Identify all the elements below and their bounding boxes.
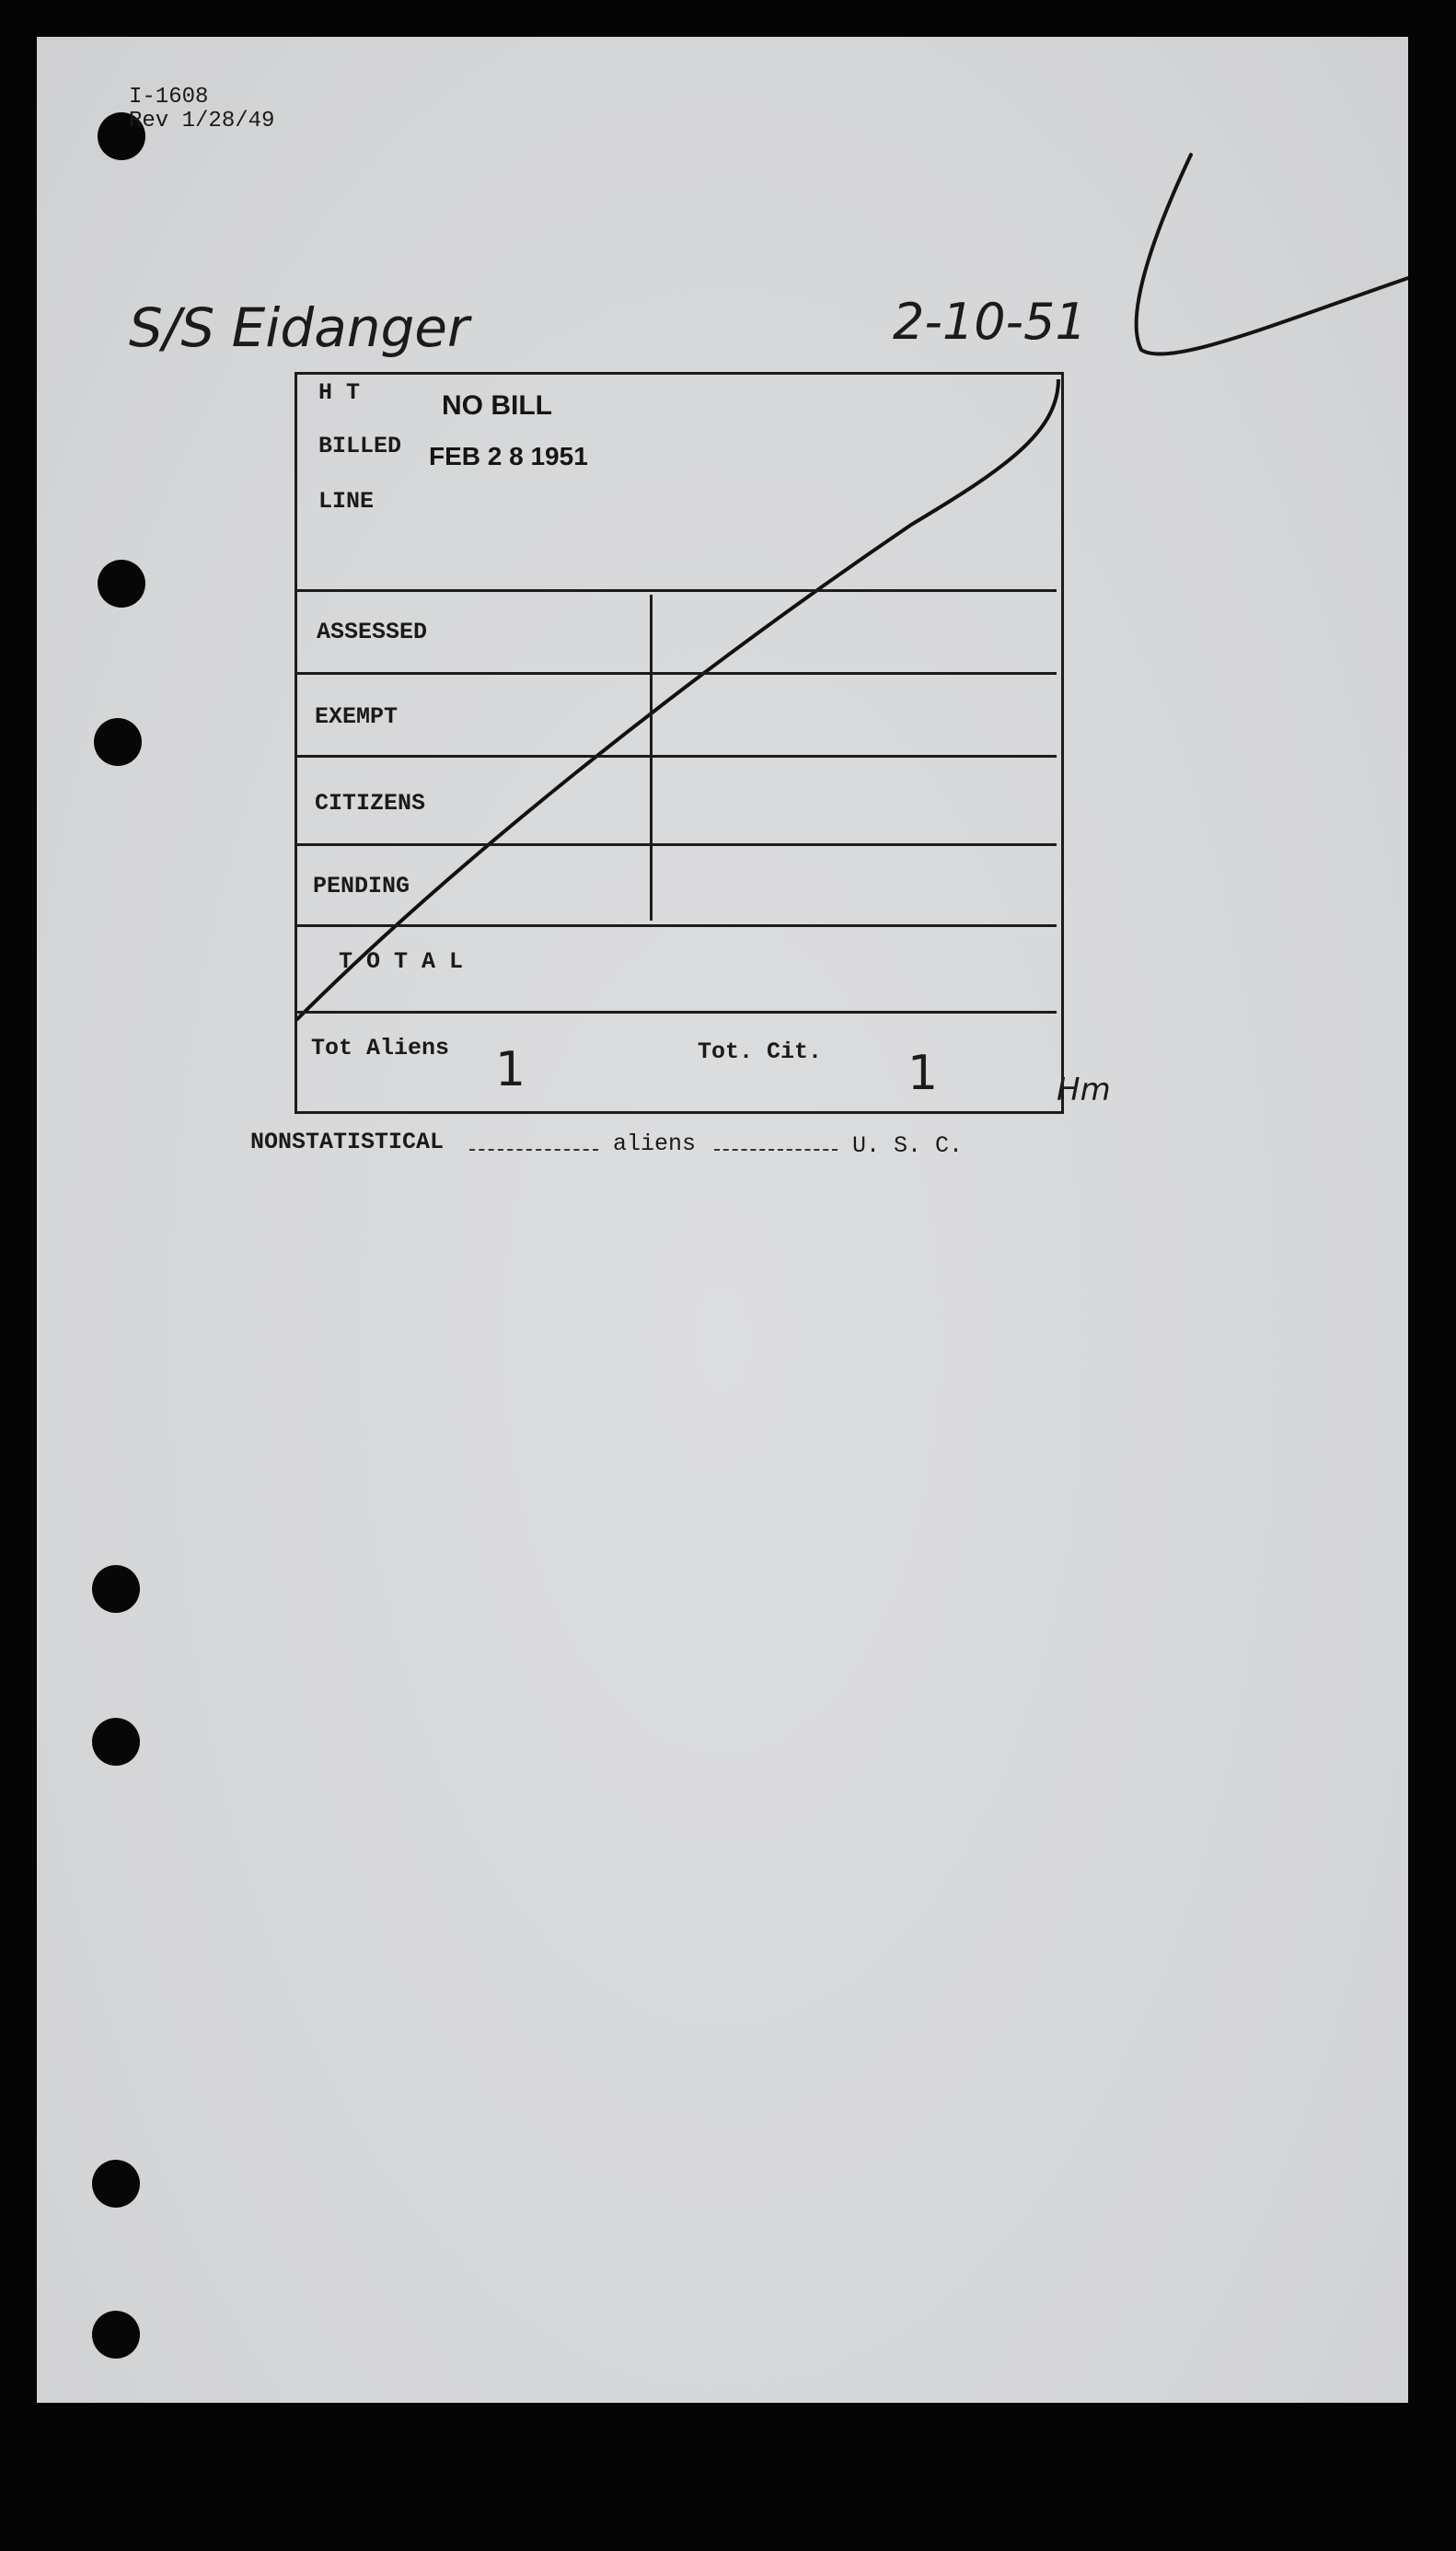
tot-aliens-label: Tot Aliens xyxy=(311,1035,450,1061)
ship-name: S/S Eidanger xyxy=(129,296,469,359)
stamp-no-bill: NO BILL xyxy=(442,390,552,421)
nonstatistical-aliens-blank xyxy=(469,1149,598,1151)
tot-aliens-value: 1 xyxy=(495,1042,526,1097)
label-billed: BILLED xyxy=(318,433,402,459)
box-rule xyxy=(296,924,1057,927)
handwritten-date: 2-10-51 xyxy=(893,293,1087,351)
label-line: LINE xyxy=(318,488,375,515)
box-rule xyxy=(296,1011,1057,1014)
form-revision: Rev 1/28/49 xyxy=(129,109,275,133)
label-ht: H T xyxy=(318,379,361,406)
tot-cit-label: Tot. Cit. xyxy=(698,1038,823,1065)
box-rule xyxy=(296,589,1057,592)
aliens-label: aliens xyxy=(613,1131,697,1157)
box-rule xyxy=(296,672,1057,675)
box-rule xyxy=(296,755,1057,758)
document-page xyxy=(37,37,1408,2403)
row-exempt: EXEMPT xyxy=(315,703,399,730)
box-rule xyxy=(296,843,1057,846)
box-column-divider xyxy=(650,595,653,921)
initials: Hm xyxy=(1057,1072,1111,1108)
usc-label: U. S. C. xyxy=(852,1132,964,1159)
nonstatistical-label: NONSTATISTICAL xyxy=(250,1129,445,1155)
form-number: I-1608 xyxy=(129,85,209,110)
row-pending: PENDING xyxy=(313,873,410,899)
nonstatistical-usc-blank xyxy=(714,1149,838,1151)
tally-box xyxy=(295,372,1064,1114)
total-label: T O T A L xyxy=(339,948,464,975)
stamp-date: FEB 2 8 1951 xyxy=(429,442,588,470)
tot-cit-value: 1 xyxy=(907,1046,939,1101)
row-citizens: CITIZENS xyxy=(315,790,426,817)
row-assessed: ASSESSED xyxy=(317,619,428,645)
